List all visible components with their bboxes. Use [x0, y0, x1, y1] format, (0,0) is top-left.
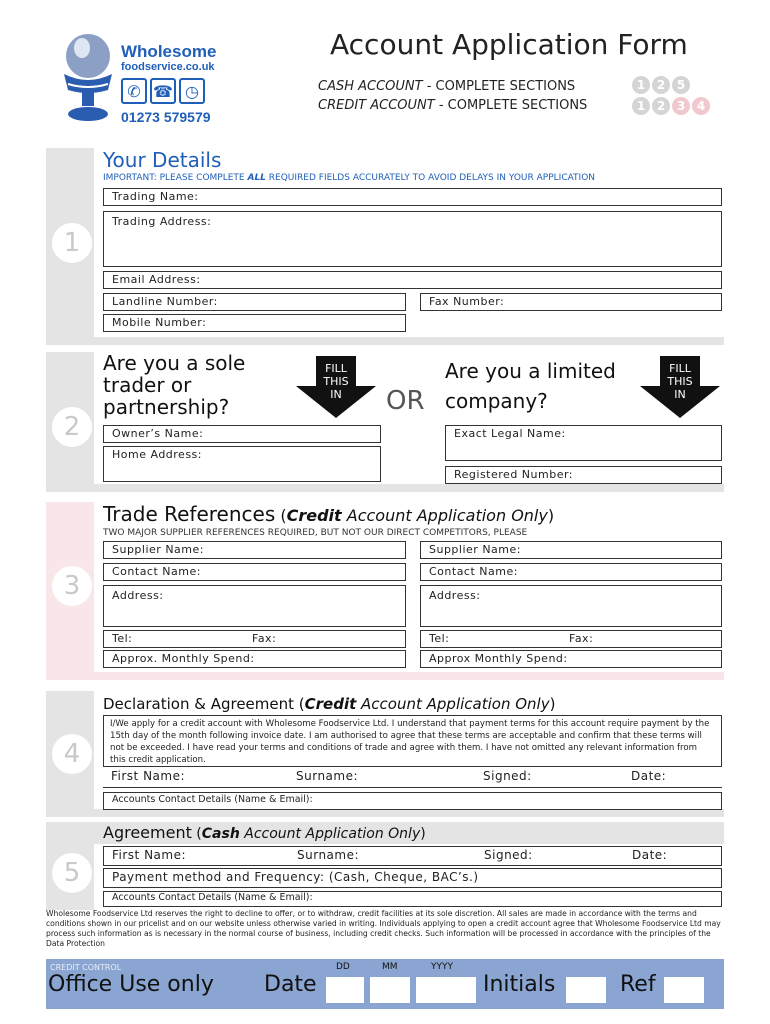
- section-dot: 1: [632, 76, 650, 94]
- sole-trader-heading: [103, 352, 245, 418]
- cash-bold: Cash: [201, 826, 240, 842]
- limited-line-1: Are you a limited: [445, 359, 616, 383]
- mobile-field[interactable]: Mobile Number:: [103, 314, 406, 332]
- fill-text: FILL: [669, 362, 691, 375]
- section-1-important: [103, 173, 595, 183]
- legal-name-field[interactable]: Exact Legal Name:: [445, 425, 722, 461]
- trading-name-field[interactable]: Trading Name:: [103, 188, 722, 206]
- section-dot: 4: [692, 97, 710, 115]
- limited-company-heading: [445, 356, 616, 416]
- signature-row[interactable]: [103, 768, 722, 788]
- accounts-contact-field-5[interactable]: Accounts Contact Details (Name & Email):: [103, 891, 722, 907]
- monthly-spend-field-1[interactable]: Approx. Monthly Spend:: [103, 650, 406, 668]
- payment-method-field[interactable]: Payment method and Frequency: (Cash, Cheque, BAC’s.): [103, 868, 722, 888]
- dd-box[interactable]: [326, 977, 364, 1003]
- section-dot: 2: [652, 97, 670, 115]
- section-4-number: 4: [52, 734, 92, 774]
- supplier-name-field-2[interactable]: Supplier Name:: [420, 541, 722, 559]
- form-title: Account Application Form: [330, 28, 688, 61]
- email-field[interactable]: Email Address:: [103, 271, 722, 289]
- in-text: IN: [330, 388, 342, 401]
- sole-trader-line-2: trader or: [103, 373, 192, 397]
- credit-bold: Credit: [286, 506, 342, 525]
- fax-field[interactable]: Fax Number:: [420, 293, 722, 311]
- home-address-field[interactable]: Home Address:: [103, 446, 381, 482]
- credit-account-line: [318, 98, 587, 113]
- cash-account-rest: - COMPLETE SECTIONS: [422, 79, 576, 94]
- phone-icon: ☎: [150, 78, 176, 104]
- paren: ): [547, 506, 555, 525]
- title-italic: Account Application Only: [341, 506, 548, 525]
- in-text: IN: [674, 388, 686, 401]
- dd-label: DD: [336, 962, 350, 972]
- accounts-contact-field[interactable]: Accounts Contact Details (Name & Email):: [103, 792, 722, 810]
- fill-text: FILL: [325, 362, 347, 375]
- yyyy-box[interactable]: [416, 977, 476, 1003]
- tel-fax-field-1[interactable]: [103, 630, 406, 648]
- tel-label: Tel:: [112, 632, 133, 645]
- fax-label: Fax:: [569, 632, 594, 645]
- or-label: OR: [386, 386, 425, 416]
- signed-label: Signed:: [483, 769, 532, 783]
- supplier-name-field-1[interactable]: Supplier Name:: [103, 541, 406, 559]
- agreement-signature-row[interactable]: [103, 846, 722, 866]
- first-name-label: First Name:: [112, 848, 187, 862]
- surname-label: Surname:: [296, 769, 359, 783]
- paren: (: [191, 826, 202, 842]
- this-text: THIS: [323, 375, 349, 388]
- office-date-label: Date: [264, 972, 317, 997]
- monthly-spend-field-2[interactable]: Approx Monthly Spend:: [420, 650, 722, 668]
- important-post: REQUIRED FIELDS ACCURATELY TO AVOID DELAYS IN YOUR APPLICATION: [265, 173, 596, 183]
- sole-trader-line-1: Are you a sole: [103, 351, 246, 375]
- first-name-label: First Name:: [111, 769, 186, 783]
- important-all: ALL: [247, 173, 266, 183]
- section-5-number: 5: [52, 853, 92, 893]
- yyyy-label: YYYY: [431, 962, 453, 972]
- section-dot: 3: [672, 97, 690, 115]
- registered-number-field[interactable]: Registered Number:: [445, 466, 722, 484]
- section-1-title: Your Details: [103, 148, 222, 172]
- landline-field[interactable]: Landline Number:: [103, 293, 406, 311]
- date-label: Date:: [632, 848, 668, 862]
- section-2-number: 2: [52, 407, 92, 447]
- title-italic: Account Application Only: [239, 826, 421, 842]
- cash-account-label: CASH ACCOUNT: [318, 79, 423, 94]
- initials-label: Initials: [483, 972, 556, 997]
- owners-name-field[interactable]: Owner’s Name:: [103, 425, 381, 443]
- paren: (: [294, 695, 305, 713]
- fax-icon: ✆: [121, 78, 147, 104]
- mm-box[interactable]: [370, 977, 410, 1003]
- address-field-1[interactable]: Address:: [103, 585, 406, 627]
- cash-account-line: [318, 79, 575, 94]
- paren: ): [420, 826, 426, 842]
- trade-references-title: Trade References: [103, 502, 276, 526]
- credit-bold: Credit: [304, 695, 357, 713]
- date-label: Date:: [631, 769, 667, 783]
- this-text: THIS: [667, 375, 693, 388]
- section-3-subtitle: TWO MAJOR SUPPLIER REFERENCES REQUIRED, BUT NOT OUR DIRECT COMPETITORS, PLEASE: [103, 528, 528, 538]
- signed-label: Signed:: [484, 848, 533, 862]
- declaration-text: I/We apply for a credit account with Wholesome Foodservice Ltd. I understand that payment terms for this account require payment by the 15th day of the month following invoice date. I am authorised to agree that these terms are acceptable and confirm that these terms will not be exceeded. I have read your terms and conditions of trade and agree with them. I have not omitted any relevant information from this credit application.: [103, 715, 722, 767]
- office-use-panel: [46, 959, 724, 1009]
- section-dot: 5: [672, 76, 690, 94]
- brand-name: Wholesome: [121, 42, 217, 61]
- paren: (: [275, 506, 287, 525]
- brand-phone: 01273 579579: [121, 109, 211, 125]
- tel-label: Tel:: [429, 632, 450, 645]
- contact-icons: [121, 78, 205, 104]
- credit-section-numbers: [632, 97, 710, 115]
- office-use-label: Office Use only: [48, 972, 214, 997]
- sole-trader-line-3: partnership?: [103, 395, 230, 419]
- limited-line-2: company?: [445, 389, 548, 413]
- fill-this-in-arrow-left: [296, 356, 376, 420]
- section-1-bottom-bar: [94, 337, 724, 345]
- credit-account-rest: - COMPLETE SECTIONS: [434, 98, 588, 113]
- terms-footer: Wholesome Foodservice Ltd reserves the right to decline to offer, or to withdraw, credit facilities at its sole discretion. All sales are made in accordance with the terms and conditions shown in our pricelist and on our website unless otherwise varied in writing. Individuals applying to open a credit account agree that Wholesome Foodservice Ltd may process such information as is necessary in the normal course of business, including credit checks. Such information will be processed in accordance with the principles of the Data Protection: [46, 909, 721, 948]
- initials-box[interactable]: [566, 977, 606, 1003]
- surname-label: Surname:: [297, 848, 360, 862]
- ref-box[interactable]: [664, 977, 704, 1003]
- paren: ): [549, 695, 556, 713]
- fax-label: Fax:: [252, 632, 277, 645]
- credit-control-label: CREDIT CONTROL: [50, 963, 122, 972]
- ref-label: Ref: [620, 972, 656, 997]
- clock-icon: ◷: [179, 78, 205, 104]
- contact-name-field-2[interactable]: Contact Name:: [420, 563, 722, 581]
- section-dot: 1: [632, 97, 650, 115]
- egg-cup-logo: [58, 34, 118, 124]
- agreement-title: Agreement: [103, 823, 192, 842]
- credit-account-label: CREDIT ACCOUNT: [318, 98, 435, 113]
- trading-address-field[interactable]: Trading Address:: [103, 211, 722, 267]
- contact-name-field-1[interactable]: Contact Name:: [103, 563, 406, 581]
- brand-url: foodservice.co.uk: [121, 61, 215, 73]
- section-4-title: [103, 695, 555, 713]
- section-3-title: [103, 502, 554, 526]
- title-italic: Account Application Only: [356, 695, 550, 713]
- section-1-number: 1: [52, 223, 92, 263]
- declaration-title: Declaration & Agreement: [103, 695, 295, 713]
- fill-this-in-arrow-right: [640, 356, 720, 420]
- section-5-title: [103, 823, 426, 842]
- section-dot: 2: [652, 76, 670, 94]
- tel-fax-field-2[interactable]: [420, 630, 722, 648]
- cash-section-numbers: [632, 76, 690, 94]
- address-field-2[interactable]: Address:: [420, 585, 722, 627]
- mm-label: MM: [382, 962, 398, 972]
- important-pre: IMPORTANT: PLEASE COMPLETE: [103, 173, 248, 183]
- section-3-number: 3: [52, 566, 92, 606]
